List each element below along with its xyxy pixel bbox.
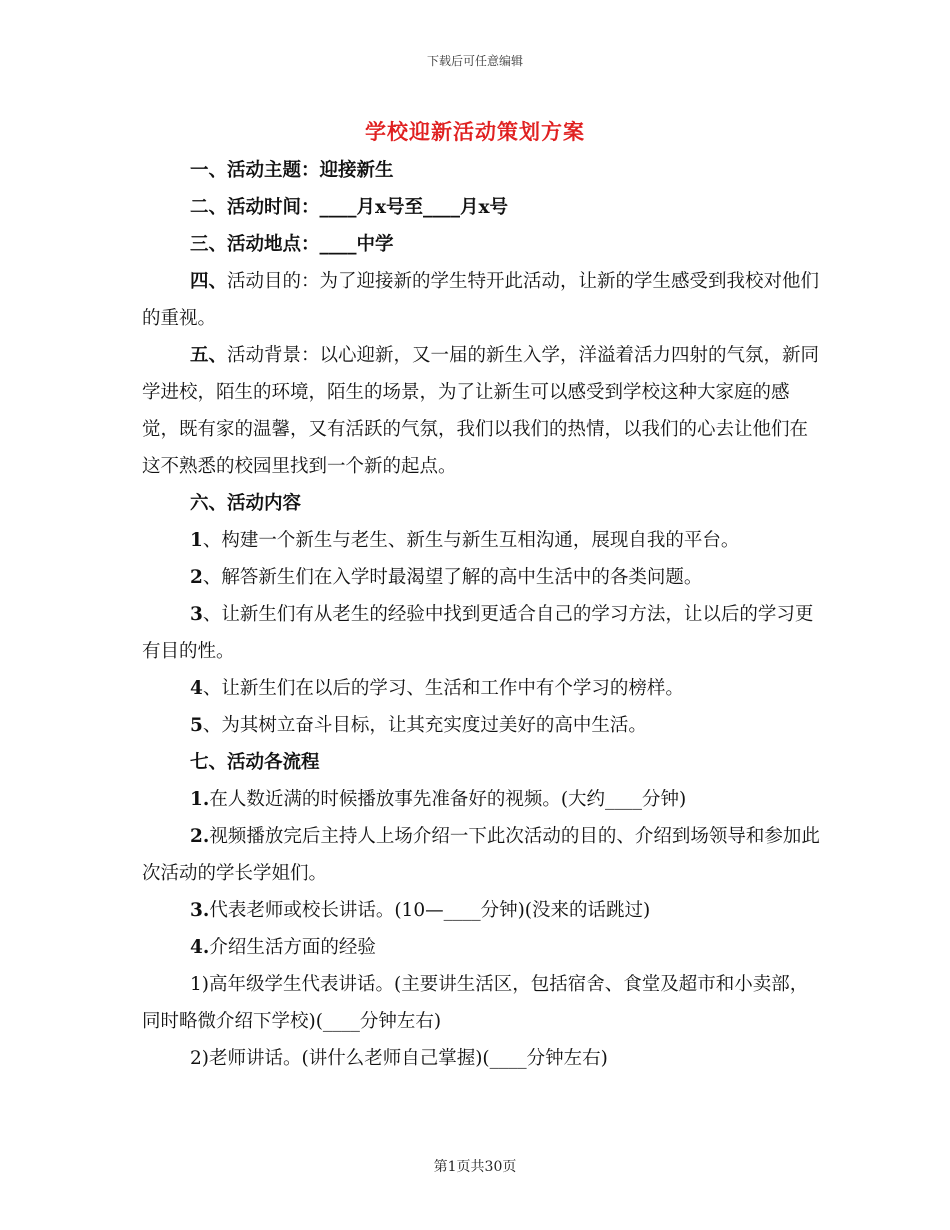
flow-item (142, 929, 822, 966)
content-item-number: 1 (190, 530, 203, 551)
flow-item-text: 视频播放完后主持人上场介绍一下此次活动的目的、介绍到场领导和参加此次活动的学长学姐们。 (142, 826, 820, 884)
flow-item (142, 781, 822, 818)
document-body (142, 152, 822, 1077)
sub-item-number: 2) (190, 1048, 209, 1069)
section-purpose (142, 263, 822, 337)
content-item-number: 2 (190, 567, 203, 588)
flow-item (142, 818, 822, 892)
flow-item-text: 代表老师或校长讲话。(10—____分钟)(没来的话跳过) (209, 900, 651, 921)
flow-item-text: 在人数近满的时候播放事先准备好的视频。(大约____分钟) (209, 789, 687, 810)
content-item-text: 、让新生们有从老生的经验中找到更适合自己的学习方法，让以后的学习更有目的性。 (142, 604, 814, 662)
sub-item-number: 1) (190, 974, 209, 995)
sub-item (142, 1040, 822, 1077)
content-item (142, 559, 822, 596)
content-item-number: 3 (190, 604, 203, 625)
section-theme: 一、活动主题：迎接新生 (190, 160, 394, 181)
flow-item (142, 892, 822, 929)
page-header: 下载后可任意编辑 (426, 54, 523, 68)
flow-item-number: 2. (190, 826, 210, 847)
section-time: 二、活动时间：____月x号至____月x号 (190, 197, 509, 218)
content-item (142, 707, 822, 744)
section-background-text: 活动背景：以心迎新，又一届的新生入学，洋溢着活力四射的气氛，新同学进校，陌生的环境，陌生的场景，为了让新生可以感受到学校这种大家庭的感觉，既有家的温馨，又有活跃的气氛，我们以我们的热情，以我们的心去让他们在这不熟悉的校园里找到一个新的起点。 (142, 345, 820, 477)
sub-item (142, 966, 822, 1040)
flow-item-number: 1. (190, 789, 210, 810)
content-item (142, 670, 822, 707)
content-item-text: 、解答新生们在入学时最渴望了解的高中生活中的各类问题。 (202, 567, 703, 588)
section-content-heading: 六、活动内容 (190, 493, 302, 514)
content-item-text: 、让新生们在以后的学习、生活和工作中有个学习的榜样。 (202, 678, 684, 699)
flow-item-text: 介绍生活方面的经验 (209, 937, 376, 958)
section-location: 三、活动地点：____中学 (190, 234, 394, 255)
content-item (142, 596, 822, 670)
content-item (142, 522, 822, 559)
content-item-number: 4 (190, 678, 203, 699)
section-purpose-text: 活动目的：为了迎接新的学生特开此活动，让新的学生感受到我校对他们的重视。 (142, 271, 820, 329)
page-footer: 第1页共30页 (433, 1159, 517, 1175)
content-item-text: 、构建一个新生与老生、新生与新生互相沟通，展现自我的平台。 (202, 530, 740, 551)
section-background (142, 337, 822, 485)
document-title: 学校迎新活动策划方案 (365, 119, 585, 144)
flow-item-number: 3. (190, 900, 210, 921)
section-purpose-number: 四、 (190, 271, 228, 292)
sub-item-text: 老师讲话。(讲什么老师自己掌握)(____分钟左右) (209, 1048, 608, 1069)
sub-item-text: 高年级学生代表讲话。(主要讲生活区，包括宿舍、食堂及超市和小卖部，同时略微介绍下学校)(____分钟左右) (142, 974, 809, 1032)
section-flow-heading: 七、活动各流程 (190, 752, 320, 773)
section-background-number: 五、 (190, 345, 228, 366)
flow-item-number: 4. (190, 937, 210, 958)
content-item-text: 、为其树立奋斗目标，让其充实度过美好的高中生活。 (202, 715, 647, 736)
content-item-number: 5 (190, 715, 203, 736)
